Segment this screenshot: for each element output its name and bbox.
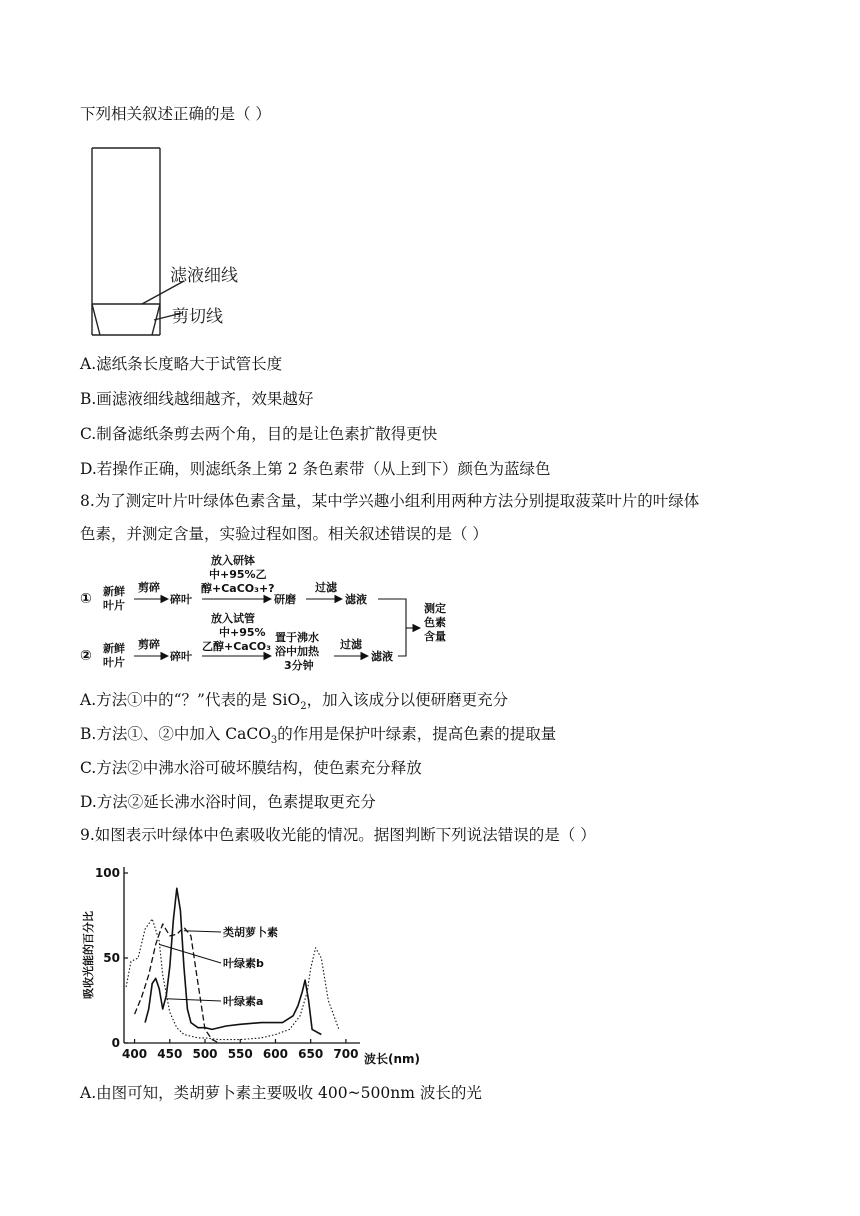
step2-text-c: 乙醇+CaCO₃ — [202, 640, 271, 653]
y-tick-label: 0 — [111, 1036, 120, 1050]
absorption-spectrum-chart — [78, 855, 428, 1070]
cut-label-2: 剪碎 — [138, 638, 160, 651]
x-tick-label: 600 — [262, 1047, 288, 1061]
filtrate-2: 滤液 — [371, 650, 393, 663]
test-tube-outline — [92, 148, 184, 335]
series-label-0: 类胡萝卜素 — [223, 926, 278, 939]
option-8a: A.方法①中的“？”代表的是 SiO$_2$，加入该成分以便研磨更充分 — [80, 691, 509, 713]
step1-text-a: 放入研钵 — [211, 554, 255, 567]
leader-line-2 — [166, 999, 221, 1001]
y-tick-label: 50 — [103, 951, 120, 965]
y-tick-label: 100 — [94, 866, 120, 880]
method-2-marker: ② — [80, 648, 92, 664]
option-8b: B.方法①、②中加入 CaCO$_3$的作用是保护叶绿素，提高色素的提取量 — [80, 725, 557, 747]
extraction-flow-diagram — [78, 552, 458, 672]
grind-label: 研磨 — [274, 593, 296, 606]
option-7a: A.滤纸条长度略大于试管长度 — [80, 355, 283, 373]
series-label-1: 叶绿素b — [223, 957, 264, 970]
question-8-stem-line2: 色素，并测定含量，实验过程如图。相关叙述错误的是（ ） — [80, 525, 488, 543]
label-filtrate-line: 滤液细线 — [170, 266, 238, 286]
question-9-stem: 9.如图表示叶绿体中色素吸收光能的情况。据图判断下列说法错误的是（ ） — [80, 826, 596, 844]
x-tick-label: 400 — [122, 1047, 148, 1061]
x-tick-label: 550 — [227, 1047, 253, 1061]
x-axis-label: 波长(nm) — [364, 1052, 421, 1066]
series-line-0 — [135, 924, 220, 1043]
fresh-leaf-1-b: 叶片 — [103, 599, 125, 612]
option-7d: D.若操作正确，则滤纸条上第 2 条色素带（从上到下）颜色为蓝绿色 — [80, 460, 551, 478]
option-8c: C.方法②中沸水浴可破坏膜结构，使色素充分释放 — [80, 759, 422, 777]
series-label-2: 叶绿素a — [223, 995, 264, 1008]
bath-text-a: 置于沸水 — [275, 631, 319, 644]
step2-text-b: 中+95% — [219, 626, 266, 639]
measure-text-c: 含量 — [424, 630, 446, 643]
method-1-marker: ① — [80, 591, 92, 607]
filter-label-2: 过滤 — [340, 638, 362, 651]
label-cut-line: 剪切线 — [172, 307, 223, 327]
x-tick-label: 500 — [192, 1047, 218, 1061]
measure-text-b: 色素 — [424, 616, 446, 629]
filtrate-1: 滤液 — [345, 593, 367, 606]
leader-line-0 — [184, 931, 221, 932]
option-7b: B.画滤液细线越细越齐，效果越好 — [80, 390, 314, 408]
fresh-leaf-2-b: 叶片 — [103, 656, 125, 669]
fresh-leaf-2-a: 新鲜 — [103, 642, 125, 655]
step1-text-c: 醇+CaCO₃+? — [201, 582, 275, 595]
x-tick-label: 450 — [157, 1047, 183, 1061]
y-axis-label: 吸收光能的百分比 — [82, 911, 95, 999]
cut-label-1: 剪碎 — [138, 581, 160, 594]
option-9a: A.由图可知，类胡萝卜素主要吸收 400~500nm 波长的光 — [80, 1084, 482, 1102]
bath-text-b: 浴中加热 — [275, 645, 319, 658]
measure-text-a: 测定 — [424, 602, 446, 615]
option-8d: D.方法②延长沸水浴时间，色素提取更充分 — [80, 793, 376, 811]
bath-text-c: 3分钟 — [284, 659, 314, 672]
x-tick-label: 650 — [298, 1047, 324, 1061]
question-8-stem-line1: 8.为了测定叶片叶绿体色素含量，某中学兴趣小组利用两种方法分别提取菠菜叶片的叶绿体 — [80, 492, 700, 510]
piece-2: 碎叶 — [170, 650, 192, 663]
step1-text-b: 中+95%乙 — [209, 568, 267, 581]
leader-line-1 — [159, 944, 221, 963]
fresh-leaf-1-a: 新鲜 — [103, 585, 125, 598]
step2-text-a: 放入试管 — [211, 612, 255, 625]
filter-strip-figure — [80, 140, 280, 340]
filter-label-1: 过滤 — [315, 581, 337, 594]
question-stem-intro: 下列相关叙述正确的是（ ） — [80, 105, 271, 123]
x-tick-label: 700 — [333, 1047, 359, 1061]
option-7c: C.制备滤纸条剪去两个角，目的是让色素扩散得更快 — [80, 425, 438, 443]
piece-1: 碎叶 — [170, 593, 192, 606]
